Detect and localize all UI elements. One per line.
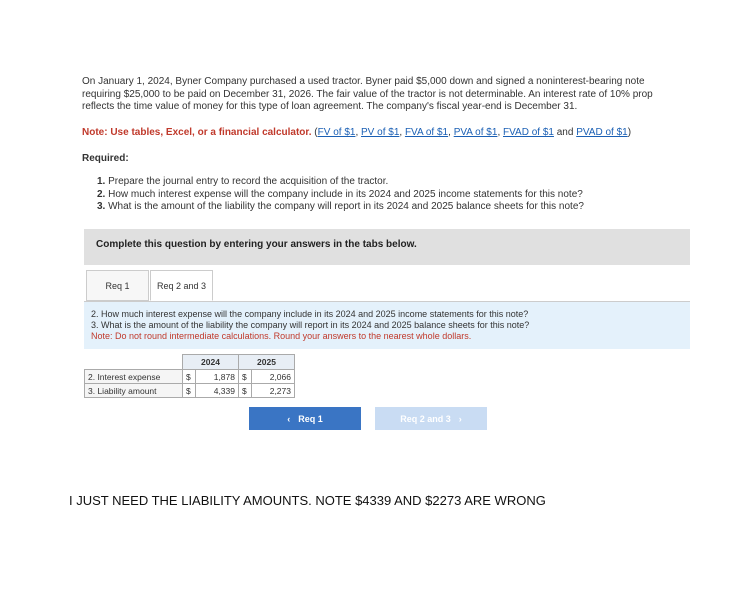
chevron-right-icon: ›	[458, 413, 462, 424]
link-fva[interactable]: FVA of $1	[404, 127, 449, 138]
link-pv[interactable]: PV of $1	[361, 127, 400, 138]
chevron-left-icon: ‹	[287, 413, 291, 424]
question-text	[91, 309, 529, 342]
link-fv[interactable]: FV of $1	[317, 127, 356, 138]
user-caption: I JUST NEED THE LIABILITY AMOUNTS. NOTE $4339 AND $2273 ARE WRONG	[69, 493, 546, 508]
currency-symbol: $	[183, 370, 196, 384]
required-list	[97, 176, 584, 214]
note-prefix: Note: Use tables, Excel, or a financial calculator.	[82, 127, 312, 138]
header-year-2024: 2024	[183, 355, 239, 370]
interest-expense-2024-input[interactable]: 1,878	[196, 370, 239, 384]
currency-symbol: $	[239, 370, 252, 384]
liability-2024-input[interactable]: 4,339	[196, 384, 239, 398]
question-line: 3. What is the amount of the liability the company will report in its 2024 and 2025 balance sheets for this note?	[91, 320, 530, 330]
header-year-2025: 2025	[239, 355, 295, 370]
prev-req-1-button[interactable]	[249, 407, 361, 430]
next-req-2-and-3-button[interactable]	[375, 407, 487, 430]
next-button-label: Req 2 and 3	[400, 413, 451, 424]
question-line: 2. How much interest expense will the company include in its 2024 and 2025 income statements for this note?	[91, 309, 529, 319]
problem-line: On January 1, 2024, Byner Company purchased a used tractor. Byner paid $5,000 down and signed a noninterest-bearing note	[82, 76, 645, 87]
answer-table	[84, 354, 295, 398]
calculator-note: Note: Use tables, Excel, or a financial calculator. (FV of $1, PV of $1, FVA of $1, PVA of $1, FVAD of $1 and PVAD of $1)	[82, 127, 632, 138]
instruction-text: Complete this question by entering your answers in the tabs below.	[96, 239, 417, 250]
required-item: 1. Prepare the journal entry to record the acquisition of the tractor.	[97, 176, 389, 187]
tab-req-1[interactable]: Req 1	[86, 270, 149, 301]
currency-symbol: $	[183, 384, 196, 398]
problem-statement	[82, 76, 702, 114]
row-label-interest-expense: 2. Interest expense	[85, 370, 183, 384]
problem-line: requiring $25,000 to be paid on December 31, 2026. The fair value of the tractor is not determinable. An interest rate of 10% prop	[82, 88, 653, 100]
tab-req-2-and-3[interactable]: Req 2 and 3	[150, 270, 213, 301]
problem-line: reflects the time value of money for this type of loan agreement. The company's fiscal year-end is December 31.	[82, 101, 578, 112]
table-row	[85, 384, 295, 398]
row-label-liability-amount: 3. Liability amount	[85, 384, 183, 398]
required-item: 2. How much interest expense will the company include in its 2024 and 2025 income statements for this note?	[97, 188, 583, 200]
link-pvad[interactable]: PVAD of $1	[576, 127, 628, 138]
required-item: 3. What is the amount of the liability the company will report in its 2024 and 2025 balance sheets for this note?	[97, 201, 584, 212]
table-header-row	[85, 355, 295, 370]
liability-2025-input[interactable]: 2,273	[252, 384, 295, 398]
currency-symbol: $	[239, 384, 252, 398]
prev-button-label: Req 1	[298, 413, 323, 424]
rounding-note: Note: Do not round intermediate calculations. Round your answers to the nearest whole dollars.	[91, 331, 472, 341]
table-row	[85, 370, 295, 384]
link-fvad[interactable]: FVAD of $1	[503, 127, 554, 138]
header-spacer	[85, 355, 183, 370]
interest-expense-2025-input[interactable]: 2,066	[252, 370, 295, 384]
required-heading: Required:	[82, 153, 129, 164]
link-pva[interactable]: PVA of $1	[453, 127, 498, 138]
